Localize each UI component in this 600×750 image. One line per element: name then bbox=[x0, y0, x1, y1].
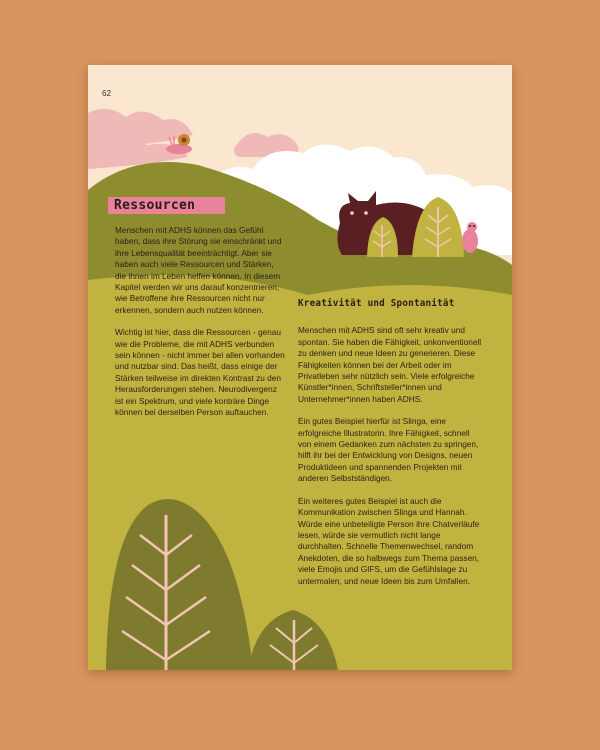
book-page bbox=[88, 65, 512, 670]
left-paragraph-1: Menschen mit ADHS können das Gefühl haben, dass ihre Störung sie einschränkt und ihre Lebensqualität beeinträchtigt. Aber sie haben auch viele Ressourcen und Stärken, die ihnen im Leben helfen können. In diesem Kapitel werden wir uns darauf konzentrieren, wie Betroffene ihre Ressourcen nicht nur erkennen, sondern auch nutzen können. bbox=[115, 225, 282, 315]
page-number: 62 bbox=[102, 89, 111, 98]
right-paragraph-3: Ein weiteres gutes Beispiel ist auch die Kommunikation zwischen Slinga und Hannah. Würde eine unbeteiligte Person ihre Chatverläufe lesen, würde sie vermutlich nicht lange durchhalten. Schnelle Themenwechsel, random Anekdoten, die so halbwegs zum Thema passen, viele Emojis und GIFS, um die Gefühlslage zu untermalen, und neue Ideen bis zum Umfallen. bbox=[298, 495, 480, 586]
left-paragraph-2: Wichtig ist hier, dass die Ressourcen - genau wie die Probleme, die mit ADHS verbunden sein können - nicht immer bei allen vorhanden und nutzbar sind. Das heißt, dass einige der Stärken teilweise im direkten Kontrast zu den Herausforderungen stehen. Neurodivergenz ist ein Spektrum, und viele konträre Dinge können bei derselben Person auftauchen. bbox=[115, 327, 285, 418]
right-paragraph-2: Ein gutes Beispiel hierfür ist Slinga, eine erfolgreiche Illustratorin. Ihre Fähigkeit, schnell von einem Gedanken zum nächsten zu springen, hilft ihr bei der Entwicklung von Designs, neuen Produktideen und spannenden Projekten mit anderen Selbstständigen. bbox=[298, 416, 479, 484]
subheading-kreativitaet: Kreativität und Spontanität bbox=[298, 298, 455, 309]
right-paragraph-1: Menschen mit ADHS sind oft sehr kreativ und spontan. Sie haben die Fähigkeit, unkonventionell zu denken und neue Ideen zu generieren. Diese Fähigkeiten können bei der Arbeit oder im Privatleben sehr nützlich sein. Viele erfolgreiche Künstler*innen, Schriftsteller*innen und Unternehmer*innen haben ADHS. bbox=[298, 325, 482, 404]
left-column bbox=[115, 225, 287, 430]
right-column bbox=[298, 298, 484, 598]
section-heading-ressourcen: Ressourcen bbox=[108, 197, 225, 214]
